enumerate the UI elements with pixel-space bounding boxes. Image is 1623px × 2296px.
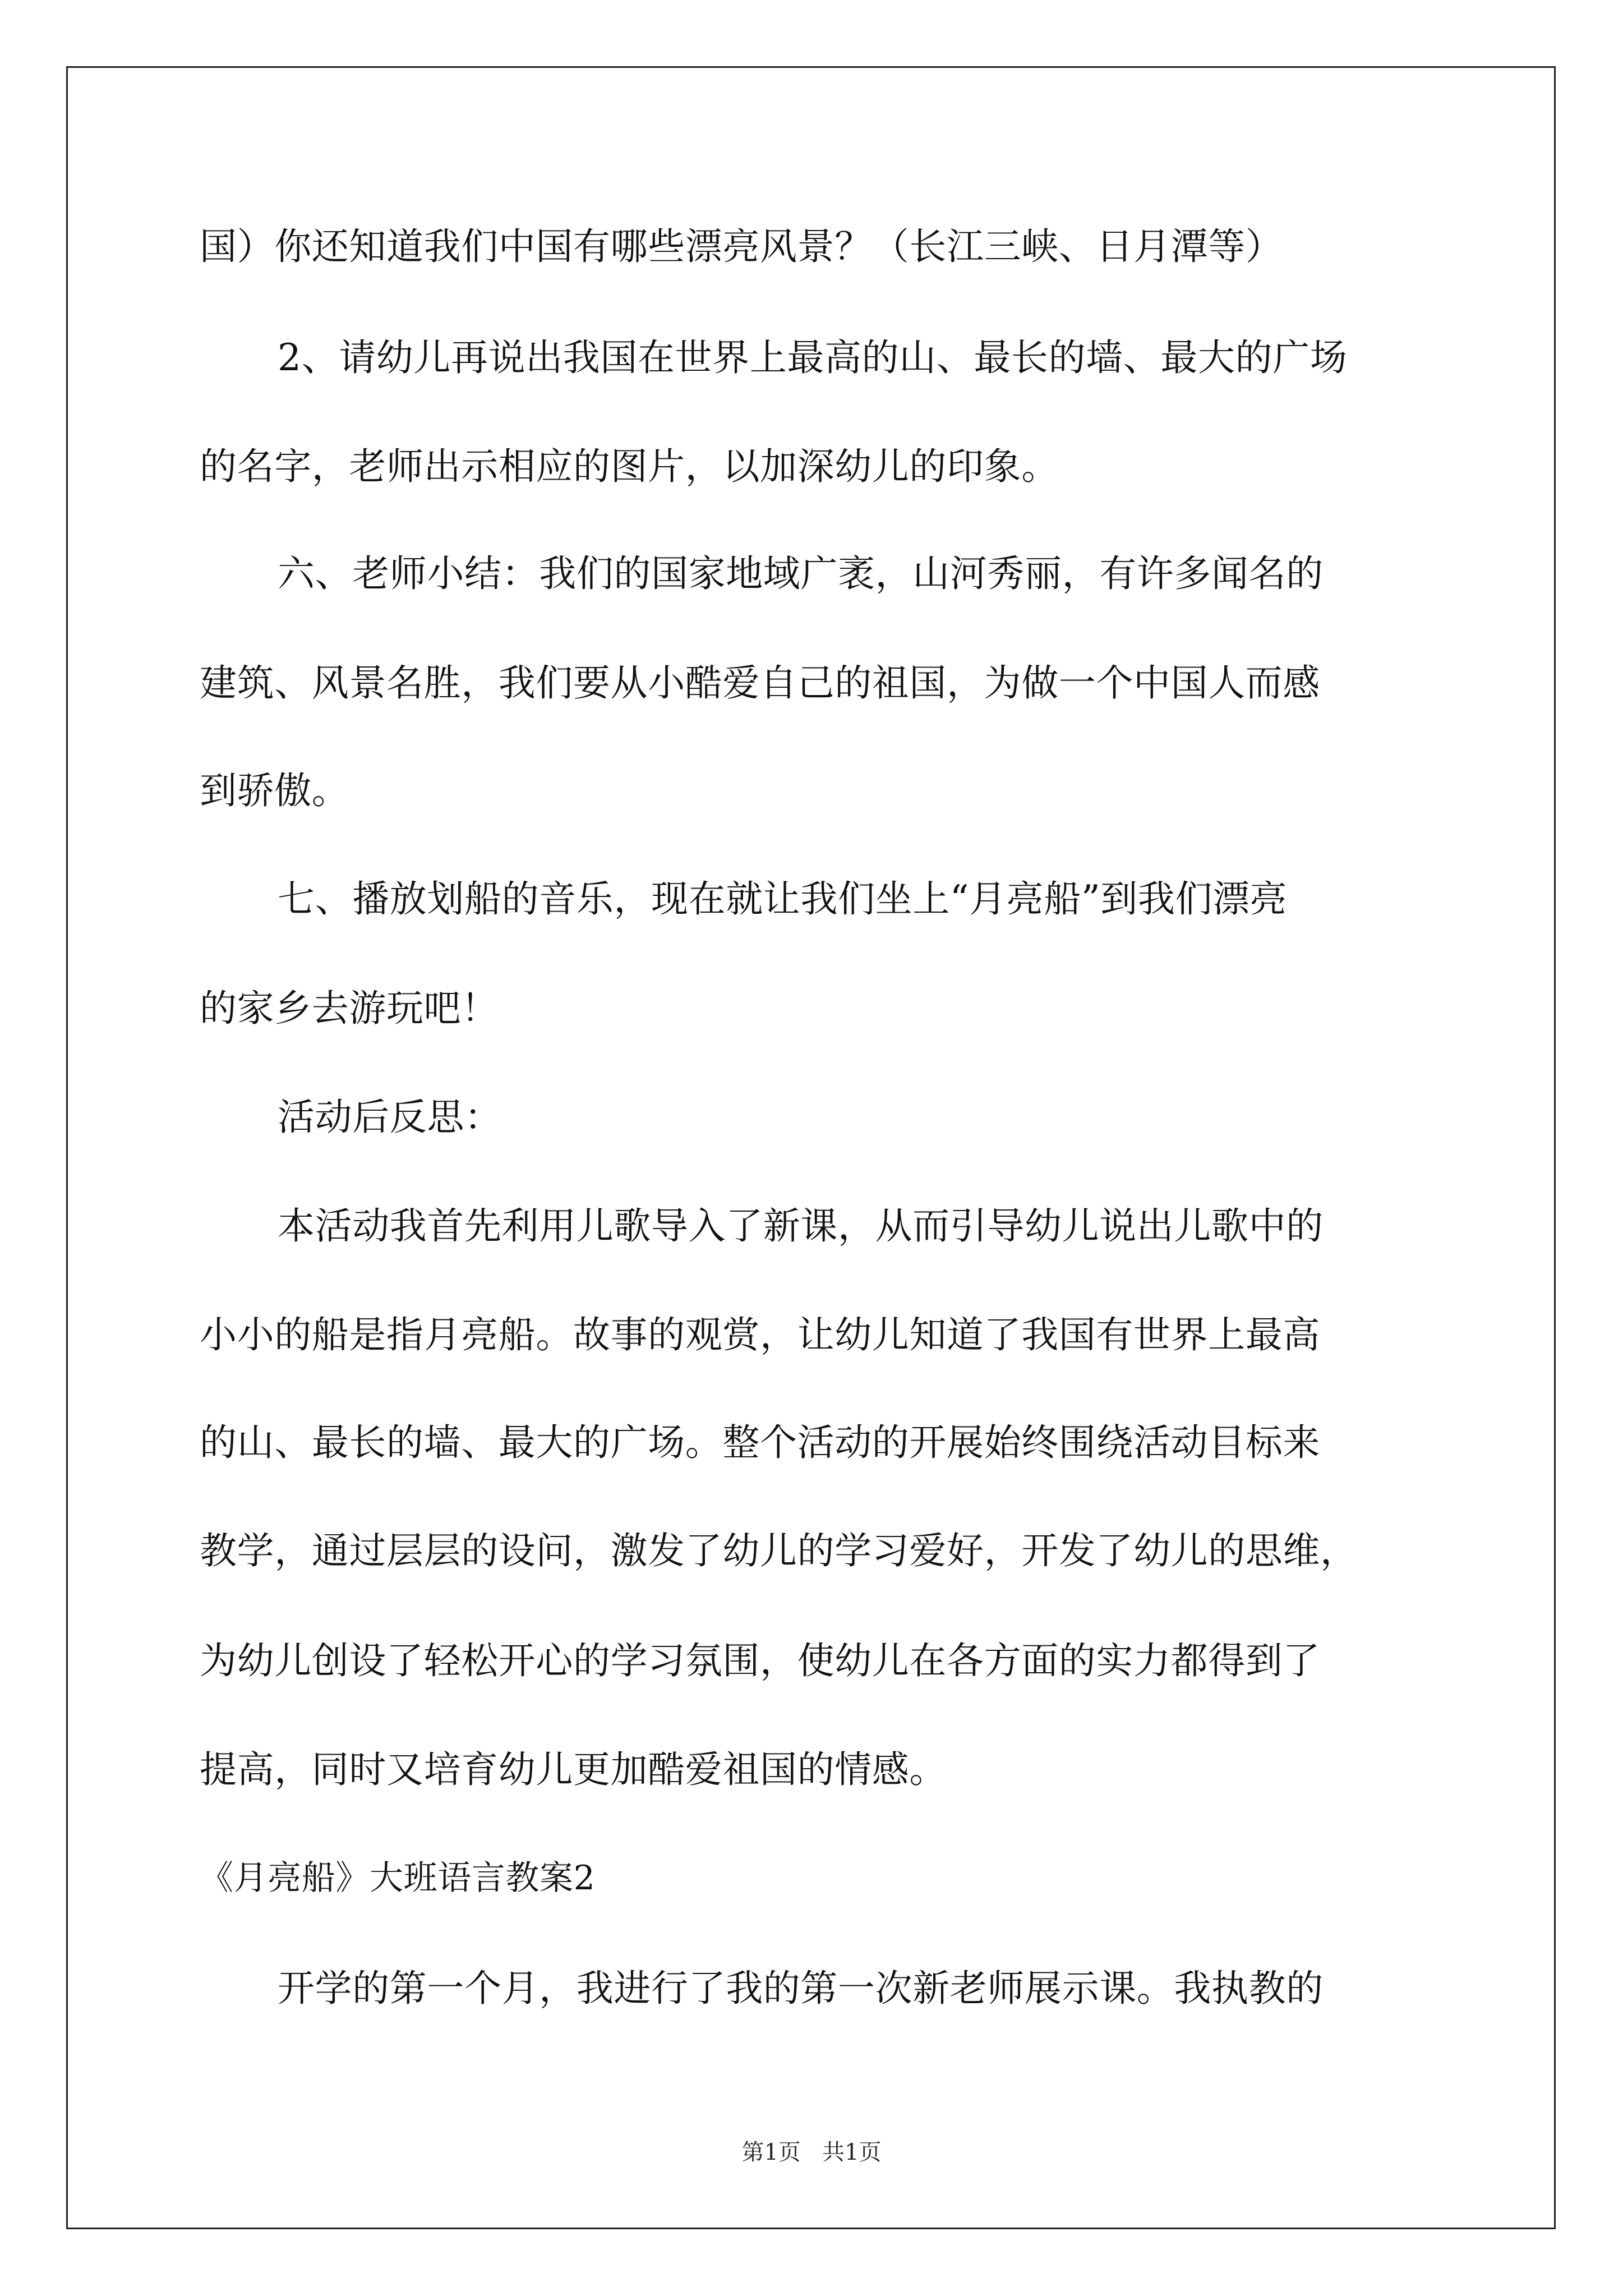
section-label: 活动后反思： [278, 1096, 502, 1139]
text-line: 为幼儿创设了轻松开心的学习氛围，使幼儿在各方面的实力都得到了 [200, 1639, 1320, 1682]
text-line: 的名字，老师出示相应的图片，以加深幼儿的印象。 [200, 445, 1059, 488]
text-line: 建筑、风景名胜，我们要从小酷爱自己的祖国，为做一个中国人而感 [200, 661, 1320, 705]
text-line: 小小的船是指月亮船。故事的观赏，让幼儿知道了我国有世界上最高 [200, 1313, 1320, 1356]
page-border [66, 66, 1556, 2229]
page-footer: 第1页 共1页 [741, 2139, 882, 2165]
paragraph-start: 六、老师小结：我们的国家地域广袤，山河秀丽，有许多闻名的 [278, 552, 1324, 595]
text-line: 到骄傲。 [200, 769, 349, 812]
paragraph-start: 本活动我首先利用儿歌导入了新课，从而引导幼儿说出儿歌中的 [278, 1204, 1324, 1248]
text-line: 国）你还知道我们中国有哪些漂亮风景？（长江三峡、日月潭等） [200, 225, 1283, 268]
text-line: 提高，同时又培育幼儿更加酷爱祖国的情感。 [200, 1748, 947, 1791]
text-line: 的山、最长的墙、最大的广场。整个活动的开展始终围绕活动目标来 [200, 1421, 1320, 1464]
paragraph-start: 七、播放划船的音乐，现在就让我们坐上“月亮船”到我们漂亮 [278, 877, 1288, 921]
text-line: 教学，通过层层的设问，激发了幼儿的学习爱好，开发了幼儿的思维， [200, 1529, 1358, 1572]
paragraph-start: 2、请幼儿再说出我国在世界上最高的山、最长的墙、最大的广场 [278, 336, 1348, 379]
section-heading: 《月亮船》大班语言教案2 [200, 1858, 596, 1898]
text-line: 的家乡去游玩吧！ [200, 987, 499, 1030]
paragraph-start: 开学的第一个月，我进行了我的第一次新老师展示课。我执教的 [278, 1967, 1324, 2010]
